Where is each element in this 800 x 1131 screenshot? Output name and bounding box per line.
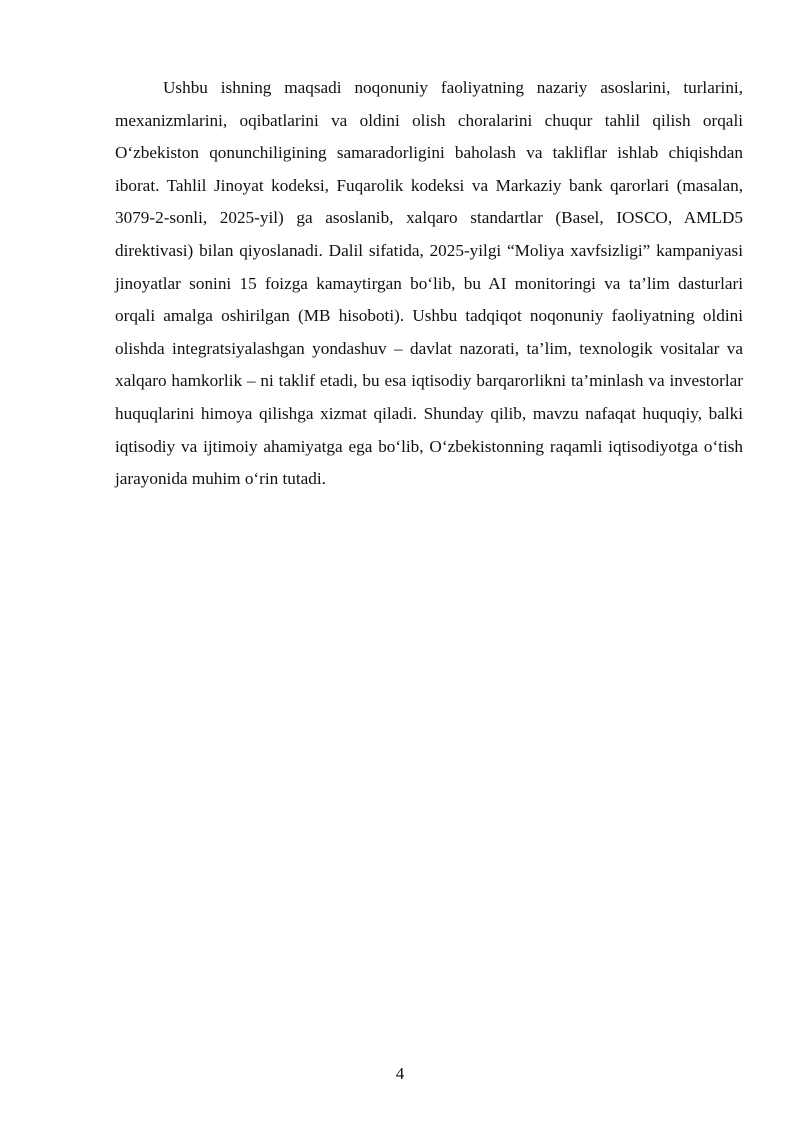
body-paragraph: Ushbu ishning maqsadi noqonuniy faoliyatning nazariy asoslarini, turlarini, mexanizmlarini, oqibatlarini va oldini olish choralarini chuqur tahlil qilish orqali O‘zbekiston qonunchiligining samaradorligini baholash va takliflar ishlab chiqishdan iborat. Tahlil Jinoyat kodeksi, Fuqarolik kodeksi va Markaziy bank qarorlari (masalan, 3079-2-sonli, 2025-yil) ga asoslanib, xalqaro standartlar (Basel, IOSCO, AMLD5 direktivasi) bilan qiyoslanadi. Dalil sifatida, 2025-yilgi “Moliya xavfsizligi” kampaniyasi jinoyatlar sonini 15 foizga kamaytirgan bo‘lib, bu AI monitoringi va ta’lim dasturlari orqali amalga oshirilgan (MB hisoboti). Ushbu tadqiqot noqonuniy faoliyatning oldini olishda integratsiyalashgan yondashuv – davlat nazorati, ta’lim, texnologik vositalar va xalqaro hamkorlik – ni taklif etadi, bu esa iqtisodiy barqarorlikni ta’minlash va investorlar huquqlarini himoya qilishga xizmat qiladi. Shunday qilib, mavzu nafaqat huquqiy, balki iqtisodiy va ijtimoiy ahamiyatga ega bo‘lib, O‘zbekistonning raqamli iqtisodiyotga o‘tish jarayonida muhim o‘rin tutadi. [115,78,743,489]
page-number: 4 [395,1064,405,1083]
